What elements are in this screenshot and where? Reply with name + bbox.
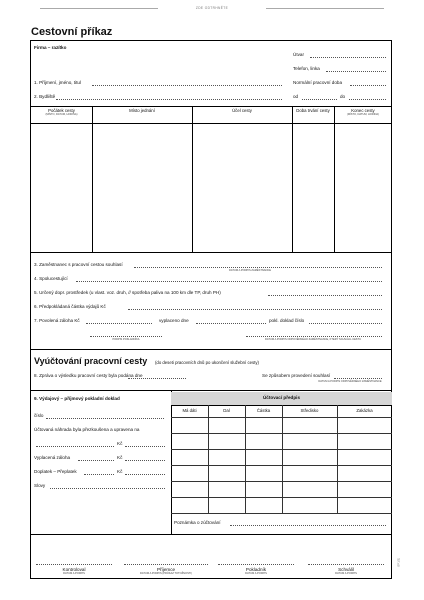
do-label: do bbox=[340, 94, 346, 99]
field-4-input[interactable] bbox=[76, 281, 382, 282]
acc-col-ma-dati: Má dáti bbox=[182, 408, 197, 413]
acc-row-line bbox=[171, 417, 392, 418]
schvalil-signature-line[interactable] bbox=[246, 336, 382, 337]
schvalil-sub: DATUM A PODPIS bbox=[335, 572, 357, 575]
col-konec-sub: (MÍSTO, DATUM, HODINA) bbox=[347, 112, 379, 116]
cislo-input[interactable] bbox=[46, 418, 164, 419]
field-4-label: 4. Spolucestující bbox=[34, 276, 68, 281]
col-pocatek-label: Počátek cesty bbox=[48, 108, 75, 113]
field-5-input[interactable] bbox=[268, 295, 382, 296]
od-field[interactable] bbox=[302, 99, 337, 100]
field-7-vyplaceno-input[interactable] bbox=[196, 323, 266, 324]
telefon-field[interactable] bbox=[326, 71, 386, 72]
cut-mark: ZDE ODTRHNĚTE bbox=[195, 6, 229, 10]
acc-row-line bbox=[171, 449, 392, 450]
doplatek-input[interactable] bbox=[84, 474, 114, 475]
field-6-label: 6. Předpokládaná částka výdajů Kč bbox=[34, 304, 106, 309]
signature-kontroloval bbox=[36, 566, 112, 575]
field-7-sub1: PODPIS POKLADNÍKA bbox=[112, 338, 140, 341]
field-8-sub: DATUM A PODPIS ODPOVĚDNÉHO ZAMĚSTNANCE bbox=[318, 380, 382, 383]
field-8-right-input[interactable] bbox=[334, 378, 382, 379]
col-pocatek bbox=[31, 109, 92, 117]
utvar-field[interactable] bbox=[310, 57, 386, 58]
pokladnik-label: Pokladník bbox=[245, 567, 267, 572]
pokladnik-signature-line[interactable] bbox=[90, 336, 162, 337]
field-9-label: 9. Výdajový – příjmový pokladní doklad bbox=[34, 396, 120, 401]
bydliste-field[interactable] bbox=[56, 99, 282, 100]
acc-col-stredisko: Středisko bbox=[300, 408, 319, 413]
bydliste-label: 2. Bydliště bbox=[34, 94, 56, 99]
field-7-sub2: DATUM A PODPIS ODPOVĚDNÉHO ZAMĚSTNANCE, KTERÝ SCHVÁLIL CESTU bbox=[265, 338, 361, 341]
field-7-label: 7. Povolená záloha Kč bbox=[34, 318, 80, 323]
firm-label: Firma – razítko bbox=[34, 45, 67, 50]
section-divider bbox=[30, 349, 392, 350]
vyplacena-kc-input[interactable] bbox=[125, 460, 165, 461]
pracovni-doba-label: Normální pracovní doba bbox=[293, 80, 343, 85]
field-8-right-label: Se způsobem provedení souhlasí bbox=[262, 373, 331, 378]
pokladnik-line[interactable] bbox=[218, 564, 294, 565]
col-misto-jednani bbox=[92, 109, 192, 114]
section2-table-bottom bbox=[30, 534, 392, 535]
pracovni-doba-field[interactable] bbox=[350, 85, 386, 86]
slovy-label: Slovy bbox=[34, 483, 46, 488]
trip-table-header-line bbox=[30, 123, 392, 124]
field-6-input[interactable] bbox=[128, 309, 382, 310]
col-konec bbox=[334, 109, 392, 117]
kontroloval-sub: DATUM A PODPIS bbox=[63, 572, 85, 575]
utvar-label: Útvar bbox=[293, 52, 304, 57]
uctovana-label: Účtovaná náhrada byla přezkoušena a upravena na bbox=[34, 427, 140, 432]
signature-schvalil bbox=[308, 566, 384, 575]
field-3-label: 3. Zaměstnanec s pracovní cestou souhlasí bbox=[34, 262, 123, 267]
col-ucel-label: Účel cesty bbox=[232, 108, 252, 113]
kontroloval-line[interactable] bbox=[36, 564, 112, 565]
jmeno-field[interactable] bbox=[92, 85, 282, 86]
field-7-doklad-label: pokl. doklad číslo bbox=[269, 318, 305, 323]
side-code: OP 1/01 bbox=[398, 558, 401, 567]
doplatek-kc-input[interactable] bbox=[125, 474, 165, 475]
acc-col-castka: Částka bbox=[256, 408, 271, 413]
acc-col-zakazka: Zakázka bbox=[356, 408, 373, 413]
field-8-label: 8. Zpráva o výsledku pracovní cesty byla podána dne bbox=[34, 373, 143, 378]
vyplacena-input[interactable] bbox=[78, 460, 114, 461]
form-title: Cestovní příkaz bbox=[31, 26, 113, 38]
acc-row-line bbox=[171, 465, 392, 466]
jmeno-label: 1. Příjmení, jméno, titul bbox=[34, 80, 81, 85]
uctovana-amount[interactable] bbox=[36, 446, 114, 447]
doplatek-label: Doplatek – Přeplatek bbox=[34, 469, 77, 474]
uctovana-kc-input[interactable] bbox=[125, 446, 165, 447]
field-7-amount[interactable] bbox=[86, 323, 152, 324]
telefon-label: Telefon, linka bbox=[293, 66, 320, 71]
cislo-label: číslo bbox=[34, 413, 44, 418]
accounting-title: Účtovací předpis bbox=[262, 395, 301, 400]
accounting-note-label: Poznámka o zúčtování bbox=[174, 520, 221, 525]
col-doba-trvani bbox=[293, 109, 333, 114]
slovy-input[interactable] bbox=[50, 488, 165, 489]
uctovana-kc: Kč bbox=[117, 441, 123, 446]
field-3-sub: DATUM A PODPIS ZAMĚSTNANCE bbox=[228, 269, 272, 272]
acc-col-dal: Dal bbox=[223, 408, 230, 413]
accounting-note-input[interactable] bbox=[230, 525, 386, 526]
pokladnik-sub: DATUM A PODPIS bbox=[245, 572, 267, 575]
vyplacena-kc: Kč bbox=[117, 455, 123, 460]
schvalil-line[interactable] bbox=[308, 564, 384, 565]
trip-table-top bbox=[30, 106, 392, 107]
field-5-label: 5. Určený dopr. prostředek (u vlast. voz. druh, // spotřeba paliva na 100 km dle TP, druh PH) bbox=[34, 290, 221, 295]
col-konec-label: Konec cesty bbox=[351, 108, 375, 113]
col-ucel-cesty bbox=[192, 109, 292, 114]
field-3-input[interactable] bbox=[134, 267, 382, 268]
field-7-doklad-input[interactable] bbox=[309, 323, 382, 324]
doplatek-kc: Kč bbox=[117, 469, 123, 474]
acc-row-line bbox=[171, 513, 392, 514]
signature-prijemce bbox=[124, 566, 208, 575]
od-label: od bbox=[293, 94, 299, 99]
field-7-vyplaceno-label: vyplaceno dne bbox=[159, 318, 189, 323]
field-8-input[interactable] bbox=[128, 378, 186, 379]
do-field[interactable] bbox=[349, 99, 386, 100]
schvalil-label: Schválil bbox=[338, 567, 354, 572]
cut-line-right bbox=[266, 8, 384, 9]
prijemce-label: Příjemce bbox=[156, 567, 176, 572]
section2-table-top bbox=[30, 390, 392, 391]
trip-col-divider bbox=[334, 106, 335, 252]
trip-col-divider bbox=[292, 106, 293, 252]
trip-col-divider bbox=[92, 106, 93, 252]
col-doba-label: Doba trvání cesty bbox=[296, 108, 330, 113]
col-misto-label: Místo jednání bbox=[129, 108, 155, 113]
trip-table-bottom bbox=[30, 252, 392, 253]
section2-note: (do deseti pracovních dnů po ukončení služební cesty) bbox=[155, 360, 259, 365]
prijemce-sub: DATUM A PODPIS (PRŮKAZ TOTOŽNOSTI) bbox=[140, 572, 192, 575]
acc-row-line bbox=[171, 433, 392, 434]
vyplacena-label: Vyplacená záloha bbox=[34, 455, 71, 460]
col-pocatek-sub: (MÍSTO, DATUM, HODINA) bbox=[45, 112, 78, 116]
acc-row-line bbox=[171, 481, 392, 482]
kontroloval-label: Kontroloval bbox=[62, 567, 86, 572]
trip-col-divider bbox=[192, 106, 193, 252]
acc-row-line bbox=[171, 497, 392, 498]
signature-pokladnik bbox=[218, 566, 294, 575]
prijemce-line[interactable] bbox=[124, 564, 208, 565]
section2-title: Vyúčtování pracovní cesty bbox=[34, 356, 148, 366]
